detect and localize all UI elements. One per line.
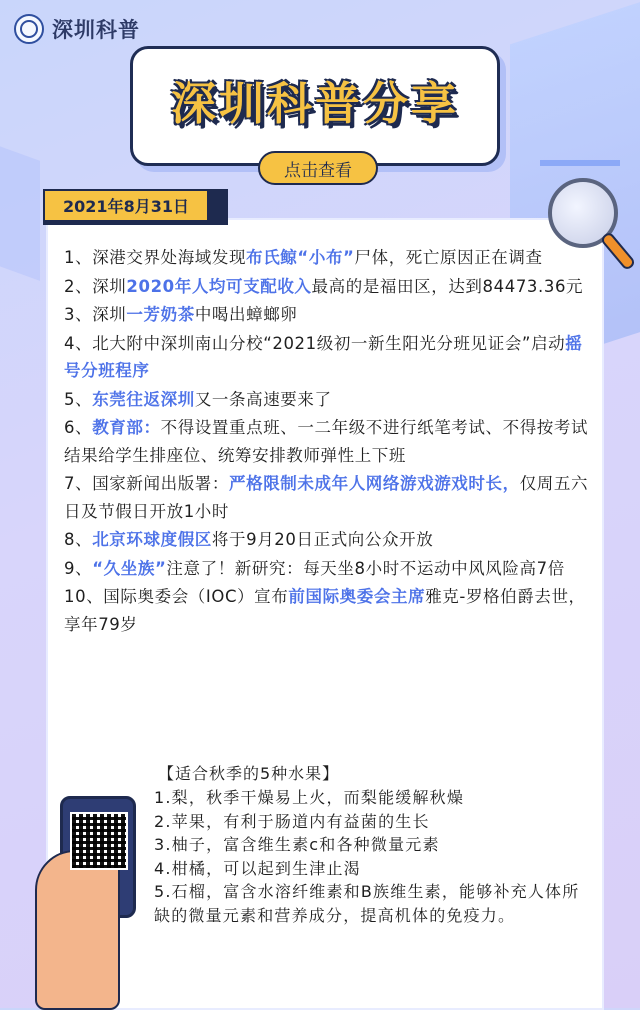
- fruit-item: 3.柚子，富含维生素c和各种微量元素: [154, 835, 440, 854]
- fruit-section-title: 【适合秋季的5种水果】: [158, 764, 340, 783]
- highlight-link[interactable]: 严格限制未成年人网络游戏游戏时长，: [229, 474, 520, 493]
- highlight-link[interactable]: 东莞往返深圳: [92, 389, 195, 409]
- hand-illustration: [35, 850, 120, 1010]
- news-text: 不得设置重点班、一二年级不进行纸笔考试、不得按考试结果给学生排座位、统筹安排教师弹性上下班: [64, 418, 589, 465]
- highlight-link[interactable]: 一芳奶茶: [126, 305, 195, 324]
- page-title: 深圳科普分享: [170, 77, 459, 130]
- news-text: 4、北大附中深圳南山分校“2021级初一新生阳光分班见证会”启动: [64, 333, 566, 353]
- fruit-list: [154, 786, 594, 927]
- news-item: [64, 414, 594, 469]
- news-text: 又一条高速要来了: [194, 389, 332, 409]
- news-text: 6、: [64, 418, 93, 437]
- news-item: [64, 583, 594, 638]
- news-text: 尸体，死亡原因正在调查: [354, 248, 543, 267]
- news-text: 3、深圳: [64, 305, 127, 324]
- background-stripe: [540, 160, 620, 166]
- news-text: 1、深港交界处海域发现: [64, 248, 247, 267]
- news-text: 9、: [64, 558, 93, 578]
- news-text: 中喝出蟑螂卵: [194, 305, 298, 324]
- title-card: [130, 46, 500, 166]
- news-item: [64, 244, 594, 272]
- news-item: [64, 386, 594, 414]
- brand-logo: [14, 14, 140, 44]
- highlight-link[interactable]: “久坐族”: [92, 558, 167, 578]
- view-button[interactable]: 点击查看: [258, 151, 378, 185]
- news-text: 10、国际奥委会（IOC）宣布: [64, 587, 289, 606]
- news-item: [64, 330, 594, 385]
- news-text: 最高的是福田区，达到84473.36元: [311, 276, 584, 296]
- fruit-item: 2.苹果，有利于肠道内有益菌的生长: [154, 811, 430, 831]
- date-label: 2021年8月31日: [43, 189, 209, 222]
- news-text: 5、: [64, 389, 93, 409]
- news-list: [64, 244, 594, 639]
- news-text: 注意了！新研究：每天坐8小时不运动中风风险高7倍: [166, 558, 565, 578]
- fruit-item: 1.梨，秋季干燥易上火，而梨能缓解秋燥: [154, 788, 465, 807]
- seal-icon: [14, 14, 44, 44]
- news-text: 8、: [64, 530, 93, 549]
- fruit-item: 4.柑橘，可以起到生津止渴: [154, 858, 361, 878]
- news-text: 将于9月20日正式向公众开放: [211, 530, 434, 549]
- news-text: 仅周五六日及节假日开放1小时: [64, 474, 589, 521]
- highlight-link[interactable]: 布氏鲸“小布”: [246, 248, 355, 267]
- news-text: 2、深圳: [64, 276, 127, 296]
- news-text: 7、国家新闻出版署：: [64, 474, 229, 493]
- qr-code-icon[interactable]: [70, 812, 128, 870]
- background-building-left: [0, 139, 40, 281]
- news-item: [64, 526, 594, 554]
- highlight-link[interactable]: 北京环球度假区: [92, 530, 212, 549]
- news-item: [64, 301, 594, 329]
- highlight-link[interactable]: 前国际奥委会主席: [288, 587, 426, 606]
- news-item: [64, 470, 594, 525]
- highlight-link[interactable]: 2020年人均可支配收入: [126, 276, 312, 296]
- news-item: [64, 273, 594, 301]
- highlight-link[interactable]: 摇号分班程序: [64, 333, 583, 380]
- news-item: [64, 555, 594, 583]
- highlight-link[interactable]: 教育部：: [92, 418, 161, 437]
- fruit-item: 5.石榴，富含水溶纤维素和B族维生素，能够补充人体所缺的微量元素和营养成分，提高机体的免疫力。: [154, 882, 580, 925]
- news-text: 雅克-罗格伯爵去世，享年79岁: [64, 587, 586, 634]
- logo-text: 深圳科普: [52, 17, 140, 42]
